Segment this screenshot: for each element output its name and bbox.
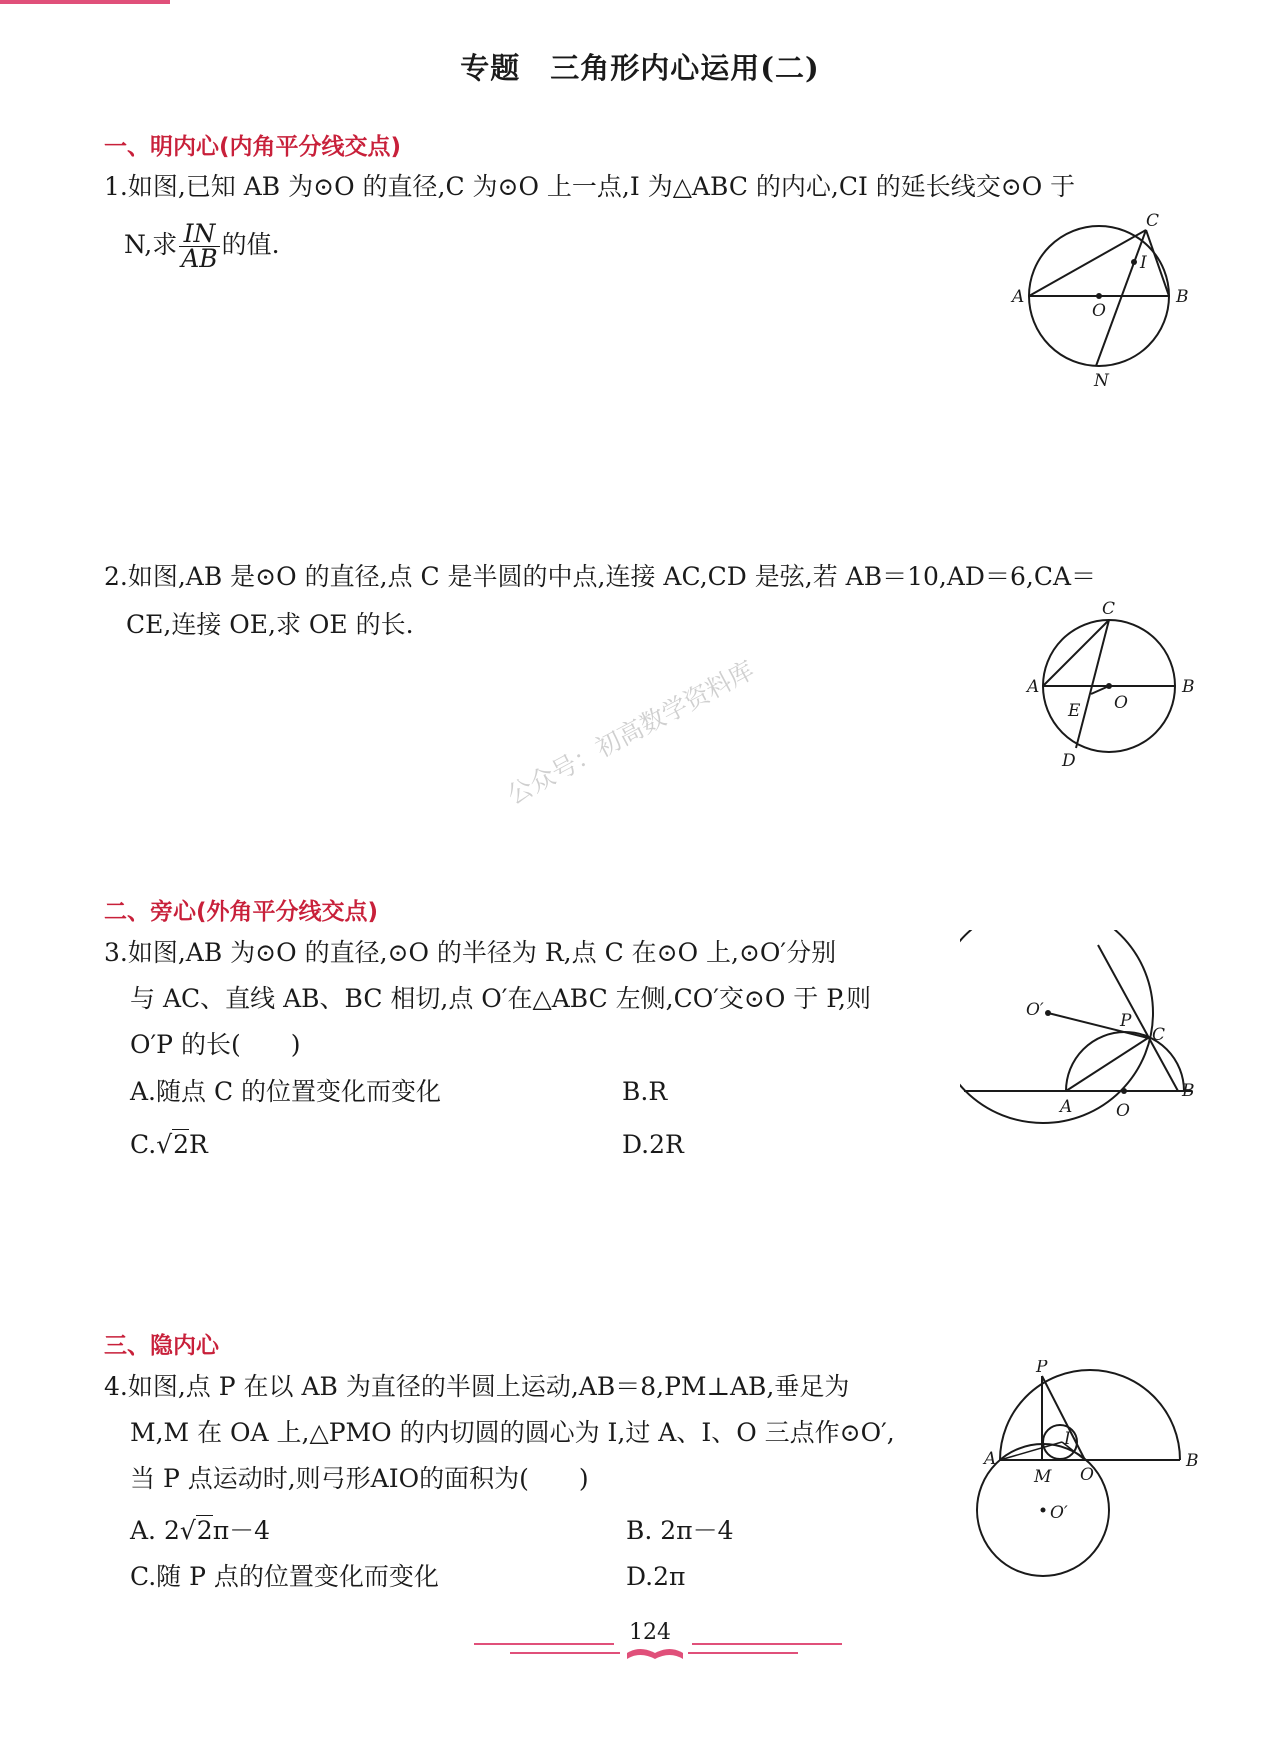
fig2-label-o: O [1114, 693, 1128, 713]
question-4-option-c: C.随 P 点的位置变化而变化 [130, 1562, 439, 1591]
question-4-option-a: A. 2√2π－4 [130, 1516, 271, 1545]
fig2-label-b: B [1182, 677, 1195, 697]
question-2-line-2: CE,连接 OE,求 OE 的长. [126, 610, 414, 639]
fig3-label-o: O [1116, 1101, 1130, 1121]
fig4-label-o: O [1080, 1465, 1094, 1485]
question-3-line-1: 3.如图,AB 为⊙O 的直径,⊙O 的半径为 R,点 C 在⊙O 上,⊙O′分别 [104, 938, 837, 967]
fig4-label-p: P [1036, 1360, 1048, 1377]
question-1-line-2: N,求 $\frac{IN}{AB}$ 的值. [124, 219, 280, 273]
fig3-label-o1: O′ [1026, 1000, 1044, 1020]
fig3-label-c: C [1152, 1025, 1166, 1045]
question-3-option-b: B.R [622, 1077, 668, 1106]
fig4-label-b: B [1186, 1451, 1199, 1471]
fig4-label-a: A [984, 1449, 997, 1469]
fig2-label-a: A [1027, 677, 1040, 697]
question-3-option-c: C.√2R [130, 1130, 208, 1159]
question-3-option-d: D.2R [622, 1130, 684, 1159]
fig1-label-c: C [1146, 211, 1160, 231]
figure-question-1 [1010, 210, 1200, 390]
section-heading-1: 一、明内心(内角平分线交点) [104, 134, 402, 160]
footer-line-left-2 [510, 1652, 620, 1654]
fig2-label-c: C [1102, 600, 1116, 619]
question-1-line-1: 1.如图,已知 AB 为⊙O 的直径,C 为⊙O 上一点,I 为△ABC 的内心,CI 的延长线交⊙O 于 [104, 172, 1076, 201]
fig1-label-n: N [1094, 371, 1109, 390]
question-4-option-d: D.2π [626, 1562, 686, 1591]
fig1-label-o: O [1092, 301, 1106, 321]
question-4-line-2: M,M 在 OA 上,△PMO 的内切圆的圆心为 I,过 A、I、O 三点作⊙O′, [130, 1418, 895, 1447]
question-3-option-a: A.随点 C 的位置变化而变化 [130, 1077, 442, 1106]
fig4-label-o1: O′ [1050, 1503, 1068, 1523]
footer-line-right [692, 1643, 842, 1645]
section-heading-3: 三、隐内心 [104, 1333, 219, 1359]
fig4-label-m: M [1034, 1467, 1052, 1487]
page-number: 124 [629, 1620, 671, 1645]
question-3-line-2: 与 AC、直线 AB、BC 相切,点 O′在△ABC 左侧,CO′交⊙O 于 P,则 [130, 984, 871, 1013]
fig1-label-i: I [1140, 253, 1147, 273]
question-4-line-3: 当 P 点运动时,则弓形AIO的面积为( ) [130, 1464, 589, 1493]
question-4-line-1: 4.如图,点 P 在以 AB 为直径的半圆上运动,AB＝8,PM⊥AB,垂足为 [104, 1372, 850, 1401]
fig4-label-i: I [1064, 1429, 1071, 1449]
fraction-in-ab: $\frac{IN}{AB}$ [181, 219, 218, 273]
footer-book-icon [625, 1645, 685, 1663]
fig2-label-e: E [1068, 701, 1081, 721]
figure-question-3 [960, 930, 1200, 1130]
fig1-label-a: A [1012, 287, 1025, 307]
footer-line-left [474, 1643, 614, 1645]
footer-line-right-2 [688, 1652, 798, 1654]
fig1-label-b: B [1176, 287, 1189, 307]
figure-question-4 [970, 1360, 1200, 1600]
fig3-label-b: B [1182, 1081, 1195, 1101]
question-3-line-3: O′P 的长( ) [130, 1030, 301, 1059]
question-4-option-b: B. 2π－4 [626, 1516, 734, 1545]
section-heading-2: 二、旁心(外角平分线交点) [104, 899, 379, 925]
fig2-label-d: D [1062, 751, 1076, 771]
figure-question-2 [1010, 600, 1200, 780]
page-title: 专题 三角形内心运用(二) [460, 51, 820, 85]
fig3-label-p: P [1120, 1011, 1132, 1031]
fig3-label-a: A [1060, 1097, 1073, 1117]
watermark: 公众号：初高数学资料库 [502, 655, 759, 811]
top-decoration [0, 0, 170, 4]
question-2-line-1: 2.如图,AB 是⊙O 的直径,点 C 是半圆的中点,连接 AC,CD 是弦,若 AB＝10,AD＝6,CA＝ [104, 562, 1097, 591]
